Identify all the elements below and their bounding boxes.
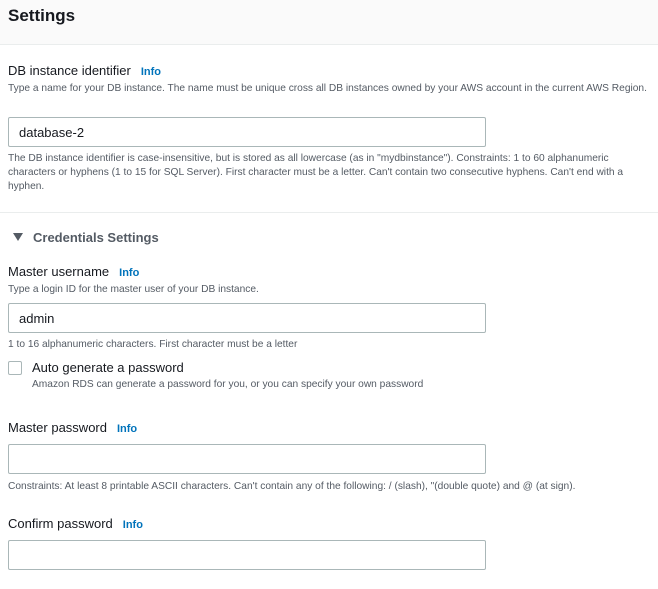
master-password-label: Master password — [8, 420, 107, 435]
caret-down-icon — [13, 233, 23, 241]
db-identifier-input[interactable] — [8, 117, 486, 147]
auto-generate-password-label[interactable]: Auto generate a password — [32, 360, 184, 375]
auto-generate-password-description: Amazon RDS can generate a password for you, or you can specify your own password — [32, 379, 424, 390]
page-title: Settings — [8, 6, 76, 25]
confirm-password-info-link[interactable]: Info — [122, 519, 143, 531]
master-password-label-row — [8, 420, 137, 437]
master-username-input[interactable] — [8, 303, 486, 333]
master-password-input[interactable] — [8, 444, 486, 474]
db-identifier-label: DB instance identifier — [8, 63, 131, 78]
db-identifier-constraints: The DB instance identifier is case-insensitive, but is stored as all lowercase (as in "mydbinstance"). Constraints: 1 to 60 alphanumeric characters or hyphens (1 to 15 for SQL Server). First character must be a letter. Can't contain two consecutive hyphens. Can't end with a hyphen. — [8, 153, 624, 192]
settings-header — [0, 0, 658, 45]
confirm-password-input[interactable] — [8, 540, 486, 570]
credentials-settings-toggle[interactable] — [13, 229, 159, 245]
master-password-info-link[interactable]: Info — [116, 423, 138, 435]
db-identifier-description: Type a name for your DB instance. The name must be unique cross all DB instances owned by your AWS account in the current AWS Region. — [8, 83, 647, 94]
master-username-label-row — [8, 264, 139, 281]
confirm-password-label-row — [8, 516, 143, 533]
master-password-constraints: Constraints: At least 8 printable ASCII characters. Can't contain any of the following: / (slash), "(double quote) and @ (at sign). — [8, 481, 576, 492]
master-username-label: Master username — [8, 264, 110, 279]
section-divider — [0, 212, 658, 213]
db-identifier-label-row — [8, 63, 161, 80]
db-identifier-info-link[interactable]: Info — [140, 66, 162, 78]
master-username-info-link[interactable]: Info — [119, 267, 140, 279]
auto-generate-password-checkbox[interactable] — [8, 361, 22, 375]
master-username-constraints: 1 to 16 alphanumeric characters. First character must be a letter — [8, 339, 298, 350]
confirm-password-label: Confirm password — [8, 516, 113, 531]
master-username-description: Type a login ID for the master user of your DB instance. — [8, 284, 259, 295]
credentials-settings-title: Credentials Settings — [33, 229, 159, 245]
